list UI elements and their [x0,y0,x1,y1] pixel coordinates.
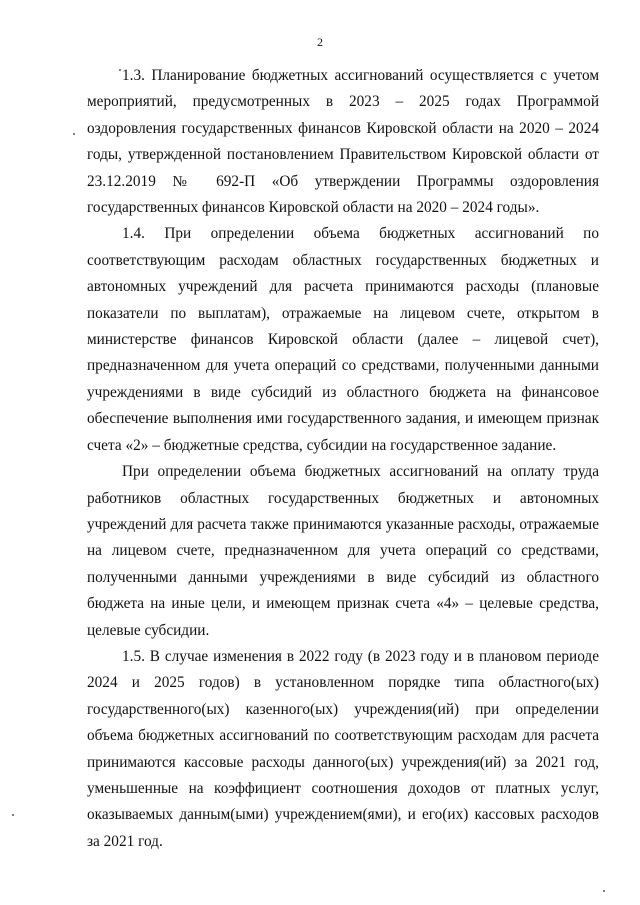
page-number: 2 [317,35,323,49]
paragraph-1-3: 1.3. Планирование бюджетных ассигнований осуществляется с учетом мероприятий, предусмотренных в 2023 – 2025 годах Программой оздоровления государственных финансов Кировской области на 2020 – 2024 годы, утвержденной постановлением Правительством Кировской области от 23.12.2019 № 692-П «Об утверждении Программы оздоровления государственных финансов Кировской области на 2020 – 2024 годы». [87,67,599,217]
scan-speck [603,890,605,892]
paragraph-1-5: 1.5. В случае изменения в 2022 году (в 2023 году и в плановом периоде 2024 и 2025 годов) в установленном порядке типа областного(ых) государственного(ых) казенного(ых) учреждения(ий) при определении объема бюджетных ассигнований по соответствующим расходам для расчета принимаются кассовые расходы данного(ых) учреждения(ий) за 2021 год, уменьшенные на коэффициент соотношения доходов от платных услуг, оказываемых данным(ыми) учреждением(ями), и его(их) кассовых расходов за 2021 год. [87,647,599,850]
document-body [87,63,599,855]
paragraph-1-4: 1.4. При определении объема бюджетных ассигнований по соответствующим расходам областных государственных бюджетных и автономных учреждений для расчета принимаются расходы (плановые показатели по выплатам), отражаемые на лицевом счете, открытом в министерстве финансов Кировской области (далее – лицевой счет), предназначенном для учета операций со средствами, полученными данными учреждениями в виде субсидий из областного бюджета на финансовое обеспечение выполнения ими государственного задания, и имеющем признак счета «2» – бюджетные средства, субсидии на государственное задание. [87,225,599,454]
paragraph-1-4-continued: При определении объема бюджетных ассигнований на оплату труда работников областных государственных бюджетных и автономных учреждений для расчета также принимаются указанные расходы, отражаемые на лицевом счете, предназначенном для учета операций со средствами, полученными данными учреждениями в виде субсидий из областного бюджета на иные цели, и имеющем признак счета «4» – целевые средства, целевые субсидии. [87,463,599,639]
scan-speck [119,69,121,71]
scan-speck [73,133,75,135]
scan-speck [12,814,14,816]
